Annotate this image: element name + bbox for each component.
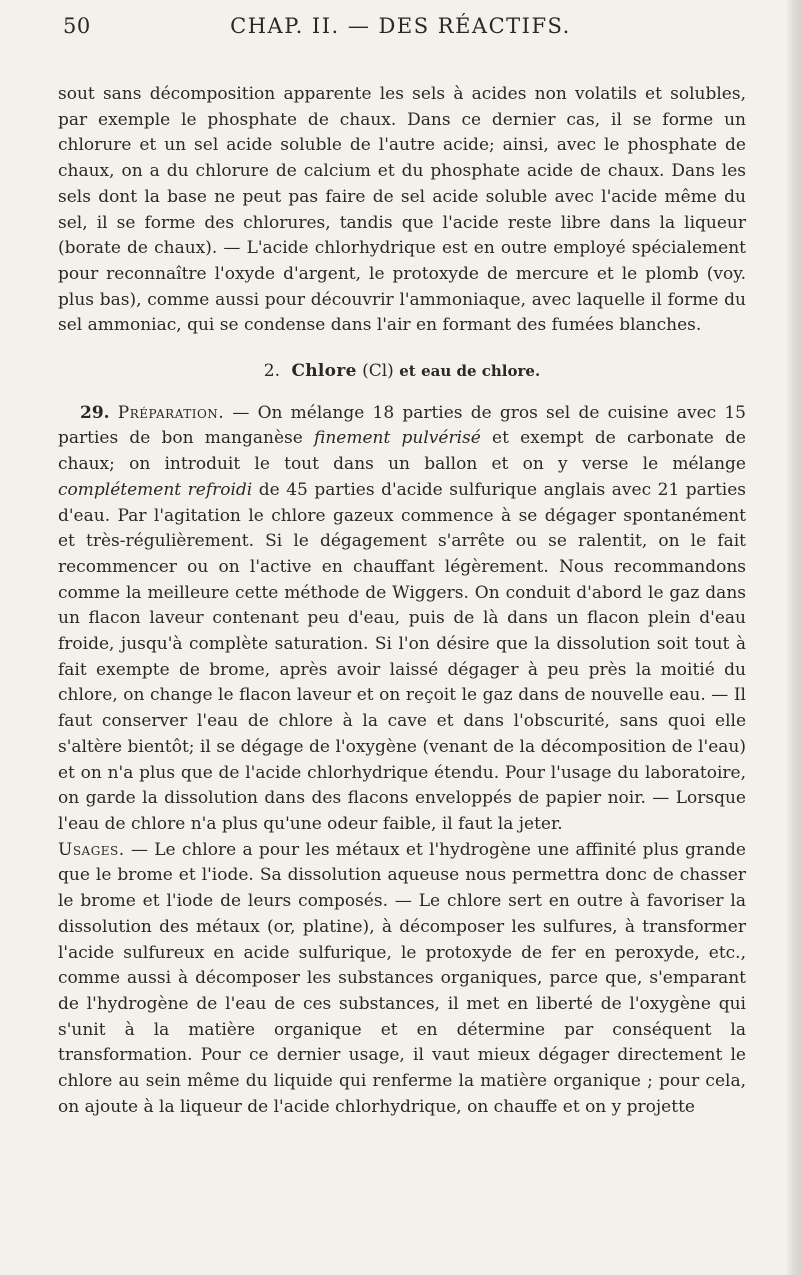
page-body xyxy=(58,82,746,1120)
paragraph-continuation: sout sans décomposition apparente les sels à acides non volatils et solubles, par exemple le phosphate de chaux. Dans ce dernier cas, il se forme un chlorure et un sel acide soluble de l'autre acide; ainsi, avec le phosphate de chaux, on a du chlorure de calcium et du phosphate acide de chaux. Dans les sels dont la base ne peut pas faire de sel acide soluble avec l'acide même du sel, il se forme des chlorures, tandis que l'acide reste libre dans la liqueur (borate de chaux). — L'acide chlorhydrique est en outre employé spécialement pour reconnaître l'oxyde d'argent, le protoxyde de mercure et le plomb (voy. plus bas), comme aussi pour découvrir l'ammoniaque, avec laquelle il forme du sel ammoniac, qui se condense dans l'air en formant des fumées blanches. xyxy=(58,84,746,336)
section-heading xyxy=(58,359,746,385)
section-connector: et xyxy=(399,362,416,381)
preparation-paragraph xyxy=(58,401,746,838)
page-edge-shadow xyxy=(785,0,801,1275)
usages-text: — Le chlore a pour les métaux et l'hydrogène une affinité plus grande que le brome et l'iode. Sa dissolution aqueuse nous permettra donc de chasser le brome et l'iode de leurs composés. — Le chlore sert en outre à favoriser la dissolution des métaux (or, platine), à décomposer les sulfures, à transformer l'acide sulfureux en acide sulfurique, le protoxyde de fer en peroxyde, etc., comme aussi à décomposer les substances organiques, parce que, s'emparant de l'hydrogène de l'eau de ces substances, il met en liberté de l'oxygène qui s'unit à la matière organique et en détermine par conséquent la transformation. Pour ce dernier usage, il vaut mieux dégager directement le chlore au sein même du liquide qui renferme la matière organique ; pour cela, on ajoute à la liqueur de l'acide chlorhydrique, on chauffe et on y projette xyxy=(58,839,746,1117)
page-header xyxy=(0,14,801,46)
page-number: 50 xyxy=(63,14,91,38)
section-title: Chlore xyxy=(291,361,357,382)
section-title-rest: eau de chlore. xyxy=(421,362,541,381)
preparation-text-2: et exempt de carbonate de chaux; on introduit le tout dans un ballon et on y verse le mélange xyxy=(58,428,746,475)
preparation-italic-2: complétement refroidi xyxy=(58,479,253,500)
paragraph-number: 29. xyxy=(80,402,110,423)
section-number: 2. xyxy=(263,361,281,382)
preparation-italic-1: finement pulvérisé xyxy=(314,428,481,449)
preparation-text-3: de 45 parties d'acide sulfurique anglais avec 21 parties d'eau. Par l'agitation le chlore gazeux commence à se dégager spontanément et très-régulièrement. Si le dégagement s'arrête ou se ralentit, on le fait recommencer ou on l'active en chauffant légèrement. Nous recommandons comme la meilleure cette méthode de Wiggers. On conduit d'abord le gaz dans un flacon laveur contenant peu d'eau, puis de là dans un flacon plein d'eau froide, jusqu'à complète saturation. Si l'on désire que la dissolution soit tout à fait exempte de brome, après avoir laissé dégager à peu près la moitié du chlore, on change le flacon laveur et on reçoit le gaz dans de nouvelle eau. — Il faut conserver l'eau de chlore à la cave et dans l'obscurité, sans quoi elle s'altère bientôt; il se dégage de l'oxygène (venant de la décomposition de l'eau) et on n'a plus que de l'acide chlorhydrique étendu. Pour l'usage du laboratoire, on garde la dissolution dans des flacons enveloppés de papier noir. — Lorsque l'eau de chlore n'a plus qu'une odeur faible, il faut la jeter. xyxy=(58,479,746,834)
section-formula: (Cl) xyxy=(362,361,394,382)
usages-label: Usages. xyxy=(58,839,125,860)
preparation-text-1: — On mélange 18 parties de gros sel de cuisine avec 15 parties de bon manganèse xyxy=(58,402,747,449)
preparation-label: Préparation. xyxy=(117,402,225,423)
usages-paragraph xyxy=(58,838,746,1121)
running-head: CHAP. II. — DES RÉACTIFS. xyxy=(230,14,571,38)
